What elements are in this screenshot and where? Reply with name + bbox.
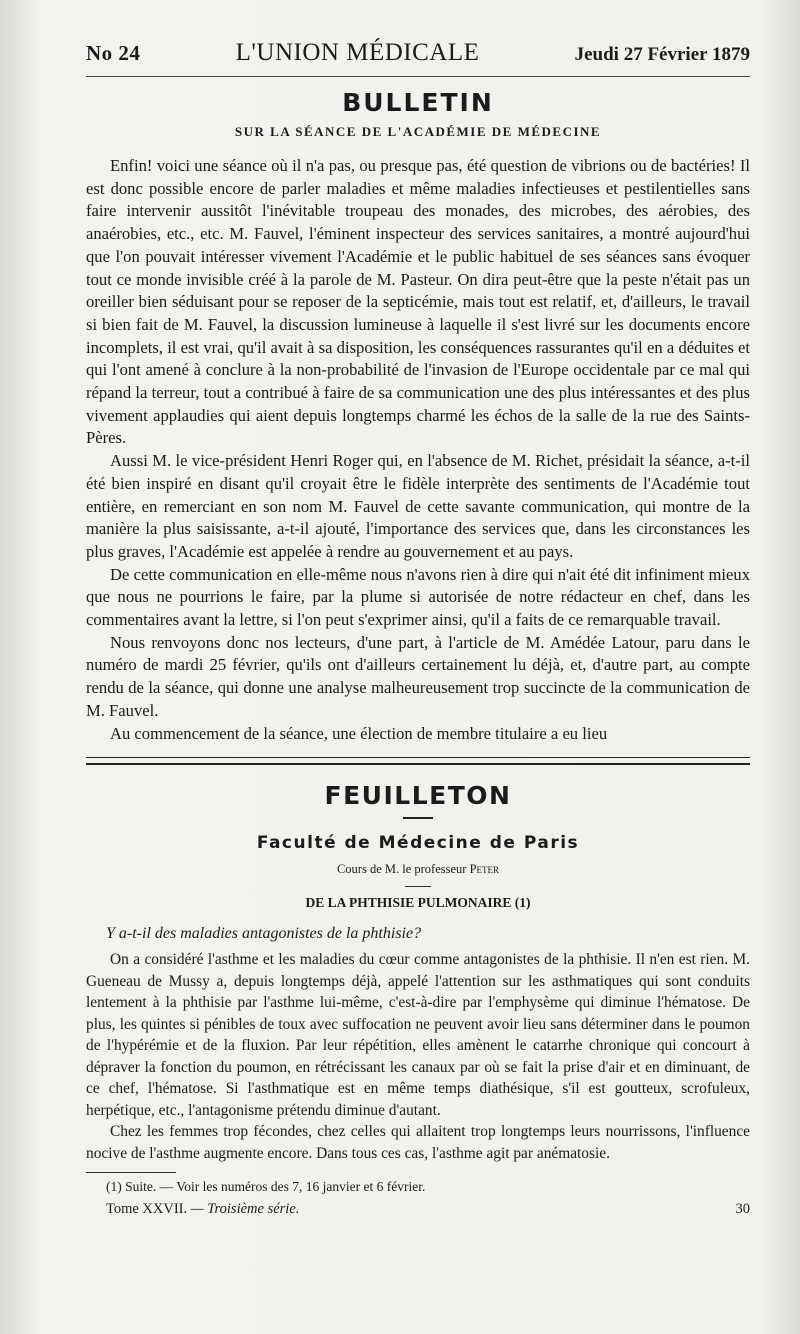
- bulletin-paragraph: Enfin! voici une séance où il n'a pas, ou presque pas, été question de vibrions ou de bactéries! Il est donc possible encore de parler maladies et même maladies infectieuses et pestilentielles sans faire intervenir aussitôt l'inévitable troupeau des monades, des microbes, des aérobies, des anaérobies, etc., etc. M. Fauvel, l'éminent inspecteur des services sanitaires, a montré aujourd'hui que l'on pouvait intéresser vivement l'Académie et le public habituel de ses séances sans évoquer tout ce monde invisible créé à la parole de M. Pasteur. On dira peut-être que la peste n'était pas un oreiller bien séduisant pour se reposer de la septicémie, mais tout est relatif, et, d'ailleurs, le travail si bien fait de M. Fauvel, la discussion lumineuse à laquelle il s'est livré sur les documents encore incomplets, il est vrai, qu'il avait à sa disposition, les conséquences rassurantes qu'il en a déduites et qui l'ont amené à conclure à la non-probabilité de l'invasion de l'Europe occidentale par ce mal qui répand la terreur, tout a contribué à faire de sa communication une des plus intéressantes et des plus vivement applaudies qui aient depuis longtemps charmé les échos de la salle de la rue des Saints-Pères.: [86, 156, 750, 448]
- course-prefix: Cours de M. le professeur: [336, 862, 467, 877]
- footnote: (1) Suite. — Voir les numéros des 7, 16 janvier et 6 février.: [106, 1179, 426, 1195]
- bulletin-paragraph: De cette communication en elle-même nous n'avons rien à dire qui n'ait été dit infiniment mieux que nous ne pourrions le faire, par la plume si autorisée de notre rédacteur en chef, dans les commentaires avant la lettre, si l'on peut s'exprimer ainsi, qu'il a faits de ce remarquable travail.: [86, 564, 750, 630]
- bulletin-paragraph: Aussi M. le vice-président Henri Roger qui, en l'absence de M. Richet, présidait la séance, a-t-il été bien inspiré en disant qu'il croyait être le fidèle interprète des sentiments de l'Académie tout entière, en remerciant en son nom M. Fauvel de cette savante communication, qui montre de la manière la plus saisissante, a-t-il ajouté, l'importance des services que, dans les circonstances les plus graves, l'Académie est appelée à rendre au gouvernement et au pays.: [86, 451, 750, 561]
- issue-date: Jeudi 27 Février 1879: [574, 44, 750, 65]
- bulletin-title: BULLETIN: [342, 88, 494, 117]
- footnote-rule: [86, 1172, 176, 1173]
- professor-name: Peter: [469, 862, 500, 877]
- feuilleton-paragraph: Chez les femmes trop fécondes, chez celles qui allaitent trop longtemps leurs nourrissons, l'influence nocive de l'asthme augmente encore. Dans tous ces cas, l'asthme agit par anématosie.: [86, 1123, 750, 1162]
- bulletin-subtitle: SUR LA SÉANCE DE L'ACADÉMIE DE MÉDECINE: [234, 124, 602, 139]
- feuilleton-title: FEUILLETON: [324, 781, 512, 811]
- lecture-subhead: Y a-t-il des maladies antagonistes de la phthisie?: [106, 925, 422, 943]
- course-rule: [405, 886, 431, 887]
- feuilleton-body: [86, 949, 750, 1164]
- title-rule: [403, 817, 433, 819]
- course-line: [86, 862, 750, 877]
- issue-number: No 24: [86, 41, 141, 65]
- feuilleton-paragraph: On a considéré l'asthme et les maladies du cœur comme antagonistes de la phthisie. Il n'en est rien. M. Gueneau de Mussy a, depuis longtemps déjà, appelé l'attention sur les asthmatiques qui sont conduits lentement à la phthisie par l'asthme lui-même, c'est-à-dire par l'emphysème qui diminue l'hématose. De plus, les quintes si pénibles de toux avec suffocation ne peuvent avoir lieu sans déterminer dans le poumon de l'hypérémie et de la fluxion. Par leur répétition, elles amènent le catarrhe chronique qui concourt à dépraver la fonction du poumon, en rétrécissant les canaux par où se fait la prise d'air et en diminuant, de ce chef, l'hématose. Si l'asthmatique est en même temps diathésique, s'il est goutteux, scrofuleux, herpétique, etc., l'antagonisme prétendu diminue d'autant.: [86, 951, 750, 1119]
- masthead: [86, 40, 750, 77]
- volume: Tome XXVII.: [106, 1201, 188, 1218]
- bulletin-paragraph: Au commencement de la séance, une élection de membre titulaire a eu lieu: [110, 723, 608, 743]
- section-divider: [86, 757, 750, 765]
- bulletin-body: [86, 155, 750, 745]
- faculty-heading: Faculté de Médecine de Paris: [256, 833, 580, 854]
- footer-volume-line: [106, 1201, 299, 1218]
- series: — Troisième série.: [190, 1201, 300, 1218]
- journal-title: L'UNION MÉDICALE: [235, 39, 480, 66]
- page-number: 30: [735, 1201, 750, 1218]
- bulletin-paragraph: Nous renvoyons donc nos lecteurs, d'une part, à l'article de M. Amédée Latour, paru dans le numéro de mardi 25 février, qu'ils ont d'ailleurs certainement lu déjà, et, d'autre part, au compte rendu de la séance, qui donne une analyse malheureusement trop succincte de la communication de M. Fauvel.: [86, 632, 750, 720]
- lecture-title: DE LA PHTHISIE PULMONAIRE (1): [305, 895, 531, 911]
- page-footer: [86, 1201, 750, 1218]
